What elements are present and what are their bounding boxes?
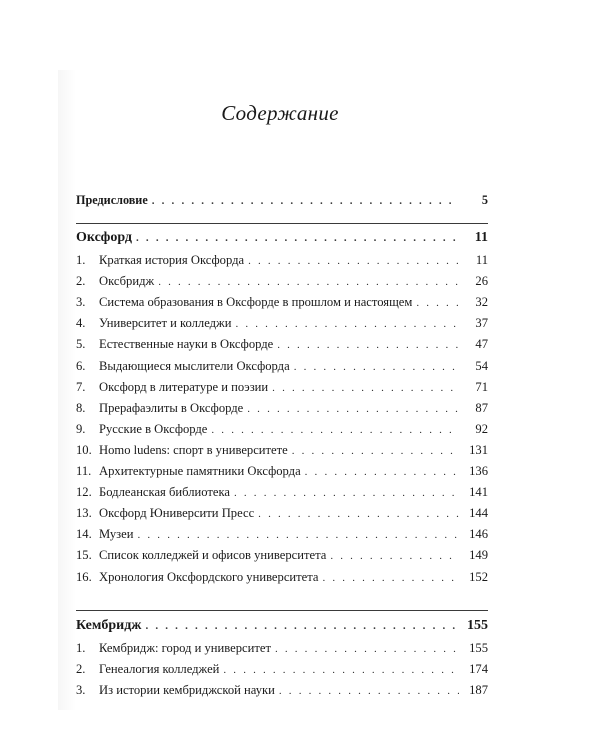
toc-entry[interactable] [76, 398, 488, 419]
dot-leader [248, 251, 459, 272]
toc-entry[interactable] [76, 377, 488, 398]
toc-entry[interactable] [76, 250, 488, 271]
toc-entry-number: 11. [76, 464, 92, 479]
toc-page-number: 5 [481, 193, 488, 207]
toc-page-number: 47 [475, 337, 488, 352]
dot-leader [136, 226, 459, 250]
dot-leader [294, 357, 459, 378]
toc-entry-label: Хронология Оксфордского университета [99, 569, 319, 584]
dot-leader [330, 546, 459, 567]
toc-entry-label: Предисловие [76, 193, 148, 207]
toc-page-number: 92 [475, 421, 488, 436]
dot-leader [305, 462, 459, 483]
toc-entry[interactable] [76, 638, 488, 659]
toc-page-number: 26 [475, 274, 488, 289]
toc-entry[interactable] [76, 503, 488, 524]
toc-page-number: 149 [469, 548, 488, 563]
toc-page-number: 71 [475, 379, 488, 394]
toc-entry-number: 10. [76, 442, 92, 457]
toc-entry-number: 6. [76, 358, 86, 373]
toc-entry[interactable] [76, 334, 488, 355]
toc-entry[interactable] [76, 680, 488, 701]
toc-entry-label: Homo ludens: спорт в университете [99, 442, 288, 457]
toc-page-number: 11 [475, 253, 488, 268]
toc-entry[interactable] [76, 545, 488, 566]
toc-entry-number: 15. [76, 548, 92, 563]
toc-page-number: 87 [475, 400, 488, 415]
toc-entry-label: Система образования в Оксфорде в прошлом и настоящем [99, 295, 413, 310]
toc-page-number: 32 [475, 295, 488, 310]
dot-leader [235, 314, 459, 335]
toc-entry-number: 1. [76, 640, 86, 655]
toc-page-number: 54 [475, 358, 488, 373]
toc-page-number: 141 [469, 485, 488, 500]
toc-entry-label: Архитектурные памятники Оксфорда [99, 464, 301, 479]
toc-page-number: 11 [474, 230, 488, 246]
dot-leader [158, 272, 459, 293]
toc-entry-label: Прерафаэлиты в Оксфорде [99, 400, 244, 415]
toc-entry-number: 4. [76, 316, 86, 331]
toc-entry-number: 7. [76, 379, 86, 394]
dot-leader [275, 639, 459, 660]
toc-entry[interactable] [76, 313, 488, 334]
toc-entry-number: 2. [76, 661, 86, 676]
dot-leader [152, 191, 459, 212]
toc-entry-number: 3. [76, 682, 86, 697]
toc-entry[interactable] [76, 292, 488, 313]
dot-leader [416, 293, 459, 314]
dot-leader [323, 568, 460, 589]
toc-page-number: 152 [469, 569, 488, 584]
toc-section-title: Оксфорд [76, 230, 133, 246]
dot-leader [279, 681, 459, 702]
toc-entry-number: 5. [76, 337, 86, 352]
dot-leader [247, 399, 459, 420]
toc-entry-number: 3. [76, 295, 86, 310]
dot-leader [272, 378, 459, 399]
page-title: Содержание [221, 101, 339, 125]
toc-page-number: 37 [475, 316, 488, 331]
toc-entry-label: Университет и колледжи [99, 316, 232, 331]
dot-leader [258, 504, 459, 525]
toc-entry-number: 13. [76, 506, 92, 521]
toc-entry-label: Список колледжей и офисов университета [99, 548, 327, 563]
toc-page-number: 174 [469, 661, 488, 676]
toc-page-number: 131 [469, 442, 488, 457]
toc-entry[interactable] [76, 356, 488, 377]
toc-page-number: 155 [467, 617, 488, 633]
toc-entry-label: Русские в Оксфорде [99, 421, 208, 436]
toc-entry[interactable] [76, 461, 488, 482]
toc-entry-label: Бодлеанская библиотека [99, 485, 230, 500]
dot-leader [223, 660, 459, 681]
toc-section-cambridge[interactable] [76, 614, 488, 638]
toc-entry[interactable] [76, 524, 488, 545]
toc-page-number: 146 [469, 527, 488, 542]
toc-entry-label: Кембридж: город и университет [99, 640, 271, 655]
toc-section-title: Кембридж [76, 617, 142, 633]
toc-entry-label: Естественные науки в Оксфорде [99, 337, 274, 352]
toc-page-number: 144 [469, 506, 488, 521]
toc-entry-label: Из истории кембриджской науки [99, 682, 275, 697]
toc-entry-number: 1. [76, 253, 86, 268]
toc-page-number: 155 [469, 640, 488, 655]
table-of-contents [76, 190, 488, 701]
toc-entry-label: Музеи [99, 527, 134, 542]
toc-entry[interactable] [76, 271, 488, 292]
toc-entry-number: 16. [76, 569, 92, 584]
dot-leader [138, 525, 460, 546]
toc-entry[interactable] [76, 567, 488, 588]
toc-entry[interactable] [76, 419, 488, 440]
toc-entry[interactable] [76, 659, 488, 680]
dot-leader [292, 441, 459, 462]
toc-entry-label: Оксфорд в литературе и поэзии [99, 379, 269, 394]
dot-leader [145, 614, 459, 638]
toc-section-oxford[interactable] [76, 226, 488, 250]
toc-entry[interactable] [76, 440, 488, 461]
toc-entry-label: Генеалогия колледжей [99, 661, 220, 676]
toc-entry-number: 12. [76, 485, 92, 500]
dot-leader [234, 483, 459, 504]
toc-entry-preface[interactable] [76, 190, 488, 211]
toc-entry-number: 9. [76, 421, 86, 436]
toc-entry-number: 14. [76, 527, 92, 542]
toc-entry-number: 8. [76, 400, 86, 415]
dot-leader [277, 335, 459, 356]
toc-entry-label: Выдающиеся мыслители Оксфорда [99, 358, 290, 373]
page-edge-shadow [58, 70, 76, 710]
toc-entry-label: Краткая история Оксфорда [99, 253, 245, 268]
toc-entry[interactable] [76, 482, 488, 503]
toc-page-number: 187 [469, 682, 488, 697]
toc-entry-number: 2. [76, 274, 86, 289]
toc-entry-label: Оксфорд Юниверсити Пресс [99, 506, 255, 521]
dot-leader [211, 420, 459, 441]
toc-page-number: 136 [469, 464, 488, 479]
toc-entry-label: Оксбридж [99, 274, 155, 289]
